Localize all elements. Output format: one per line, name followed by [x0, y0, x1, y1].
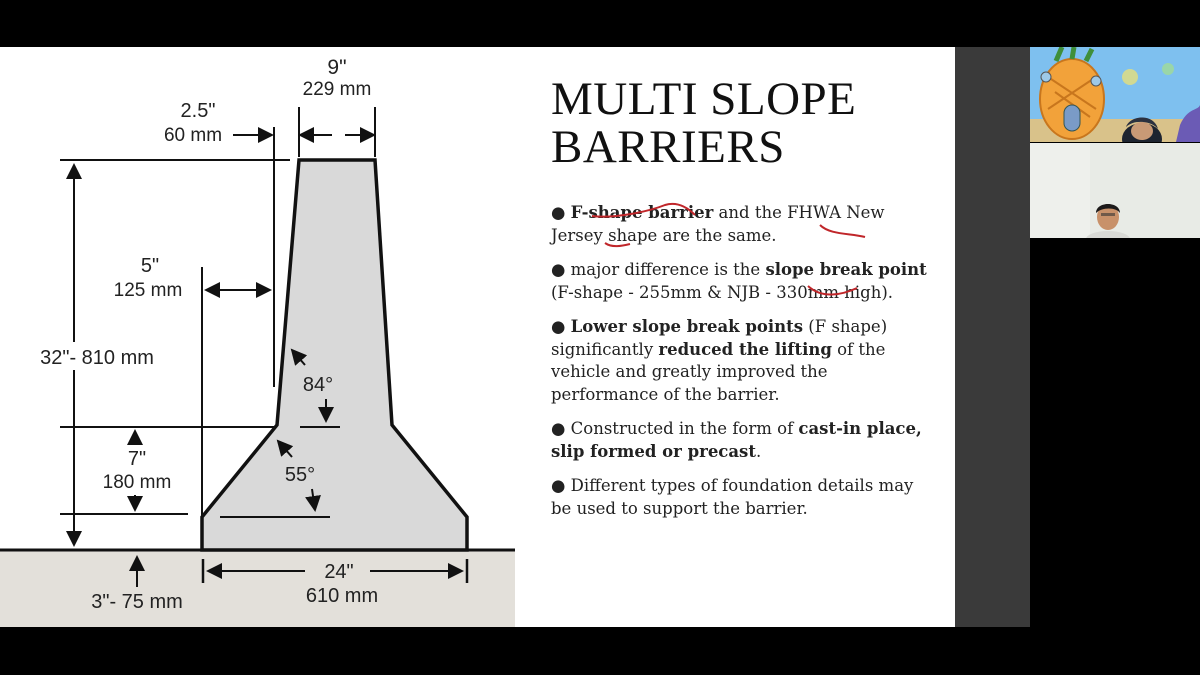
- bullet-item: ● major difference is the slope break point (F-shape - 255mm & NJB - 330mm high).: [551, 260, 927, 302]
- video-tile-participant[interactable]: [1030, 143, 1200, 238]
- upper-offset-label: 5": [140, 255, 160, 277]
- lower-angle-label: 55°: [284, 464, 316, 486]
- participant-video-image: [1030, 143, 1200, 238]
- bullet-item: ● Different types of foundation details may be used to support the barrier.: [551, 476, 914, 518]
- base-width-mm-label: 610 mm: [305, 585, 379, 607]
- offset-mm-label: 60 mm: [163, 125, 223, 146]
- break-height-mm-label: 180 mm: [102, 472, 172, 493]
- top-width-mm-label: 229 mm: [302, 79, 372, 100]
- annotation-ink: [0, 47, 955, 627]
- title-line-2: BARRIERS: [551, 121, 785, 173]
- upper-angle-label: 84°: [302, 374, 334, 396]
- bullet-item: ● Constructed in the form of cast-in place, slip formed or precast.: [551, 419, 922, 461]
- video-gallery-empty-area: [1030, 239, 1200, 627]
- gallery-separator: [955, 47, 1030, 627]
- top-width-label: 9": [327, 56, 347, 79]
- bullet-item: ● Lower slope break points (F shape) significantly reduced the lifting of the vehicle and greatly improved the performance of the barrier.: [551, 317, 888, 404]
- base-width-label: 24": [324, 561, 354, 583]
- cartoon-background-image: [1030, 47, 1200, 142]
- break-height-label: 7": [127, 448, 147, 470]
- bullet-item: ● F-shape barrier and the FHWA New Jersey shape are the same.: [551, 203, 885, 245]
- offset-label: 2.5": [180, 100, 216, 122]
- presentation-slide: [0, 47, 955, 627]
- overlay-label: 3"- 75 mm: [91, 591, 183, 613]
- height-label: 32"- 810 mm: [40, 347, 154, 369]
- upper-offset-mm-label: 125 mm: [113, 280, 183, 301]
- video-tile-cartoon-background[interactable]: [1030, 47, 1200, 142]
- title-line-1: MULTI SLOPE: [551, 73, 857, 125]
